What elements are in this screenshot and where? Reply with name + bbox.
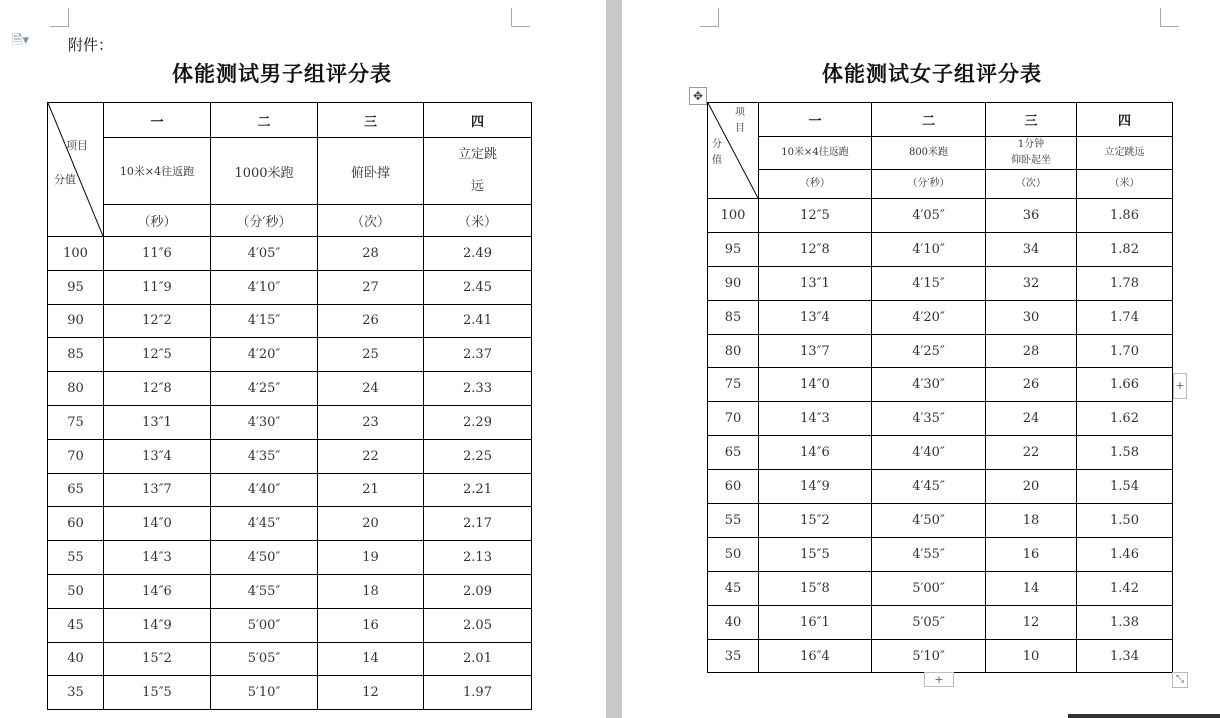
score-cell: 90 [48, 304, 104, 338]
value-cell: 13″4 [759, 300, 872, 334]
diagonal-header-cell [48, 103, 104, 237]
value-cell: 14 [986, 571, 1077, 605]
table-row [48, 372, 532, 406]
col-item: 10米×4往返跑 [759, 137, 872, 170]
col-item-line: 1分钟 [1017, 139, 1045, 150]
table-resize-icon[interactable]: ⤡ [1172, 672, 1188, 688]
value-cell: 2.37 [424, 338, 532, 372]
score-cell: 85 [708, 300, 759, 334]
col-item: 立定跳远 [424, 138, 532, 205]
value-cell: 2.01 [424, 642, 532, 676]
col-unit: （次） [318, 205, 424, 237]
score-cell: 80 [48, 372, 104, 406]
value-cell: 2.45 [424, 270, 532, 304]
value-cell: 5′05″ [211, 642, 318, 676]
margin-corner-mark [511, 8, 530, 27]
score-cell: 50 [48, 574, 104, 608]
value-cell: 4′15″ [872, 266, 986, 300]
table-row [48, 304, 532, 338]
female-score-table [707, 102, 1173, 673]
col-num: 二 [872, 103, 986, 137]
table-row [708, 639, 1173, 673]
col-num: 一 [759, 103, 872, 137]
value-cell: 2.29 [424, 405, 532, 439]
value-cell: 4′25″ [211, 372, 318, 406]
score-cell: 100 [708, 199, 759, 233]
value-cell: 4′40″ [872, 436, 986, 470]
value-cell: 5′10″ [211, 676, 318, 710]
value-cell: 2.25 [424, 439, 532, 473]
value-cell: 4′10″ [211, 270, 318, 304]
value-cell: 2.13 [424, 541, 532, 575]
male-table-title: 体能测试男子组评分表 [172, 62, 392, 86]
value-cell: 16″4 [759, 639, 872, 673]
value-cell: 20 [318, 507, 424, 541]
value-cell: 15″2 [759, 504, 872, 538]
value-cell: 5′00″ [872, 571, 986, 605]
diag-label-score: 分值 [54, 173, 76, 186]
value-cell: 24 [986, 402, 1077, 436]
value-cell: 26 [318, 304, 424, 338]
col-num: 四 [424, 103, 532, 138]
female-table-title: 体能测试女子组评分表 [822, 62, 1042, 86]
value-cell: 22 [986, 436, 1077, 470]
value-cell: 2.33 [424, 372, 532, 406]
value-cell: 1.34 [1077, 639, 1173, 673]
value-cell: 10 [986, 639, 1077, 673]
value-cell: 14″0 [759, 368, 872, 402]
value-cell: 1.38 [1077, 605, 1173, 639]
table-row [48, 608, 532, 642]
value-cell: 4′10″ [872, 232, 986, 266]
margin-corner-mark [1160, 8, 1179, 27]
value-cell: 4′35″ [211, 439, 318, 473]
table-row [708, 368, 1173, 402]
value-cell: 1.82 [1077, 232, 1173, 266]
value-cell: 36 [986, 199, 1077, 233]
value-cell: 4′45″ [872, 470, 986, 504]
col-unit: （米） [1077, 170, 1173, 199]
value-cell: 1.58 [1077, 436, 1173, 470]
score-cell: 75 [48, 405, 104, 439]
col-item: 1000米跑 [211, 138, 318, 205]
table-row [708, 334, 1173, 368]
value-cell: 32 [986, 266, 1077, 300]
score-cell: 70 [48, 439, 104, 473]
value-cell: 2.05 [424, 608, 532, 642]
value-cell: 2.49 [424, 237, 532, 271]
score-cell: 50 [708, 537, 759, 571]
attachment-label: 附件： [68, 36, 114, 54]
value-cell: 4′20″ [211, 338, 318, 372]
score-cell: 40 [48, 642, 104, 676]
margin-corner-mark [700, 8, 719, 27]
col-num: 四 [1077, 103, 1173, 137]
col-item [986, 137, 1077, 170]
value-cell: 30 [986, 300, 1077, 334]
table-row [48, 270, 532, 304]
value-cell: 13″1 [104, 405, 211, 439]
value-cell: 18 [986, 504, 1077, 538]
col-unit: （米） [424, 205, 532, 237]
score-cell: 55 [48, 541, 104, 575]
score-cell: 80 [708, 334, 759, 368]
value-cell: 4′50″ [211, 541, 318, 575]
value-cell: 14″6 [759, 436, 872, 470]
table-row [48, 473, 532, 507]
value-cell: 14″3 [104, 541, 211, 575]
score-cell: 70 [708, 402, 759, 436]
value-cell: 4′50″ [872, 504, 986, 538]
value-cell: 14″6 [104, 574, 211, 608]
score-cell: 100 [48, 237, 104, 271]
value-cell: 4′55″ [872, 537, 986, 571]
add-row-plus-icon[interactable]: + [924, 672, 954, 687]
value-cell: 4′20″ [872, 300, 986, 334]
score-cell: 65 [48, 473, 104, 507]
score-cell: 90 [708, 266, 759, 300]
page-gutter [606, 0, 622, 718]
document-icon[interactable]: 🗎▾ [12, 33, 29, 48]
value-cell: 28 [318, 237, 424, 271]
add-column-plus-icon[interactable]: + [1173, 373, 1187, 399]
value-cell: 18 [318, 574, 424, 608]
page-left [0, 0, 606, 718]
score-cell: 55 [708, 504, 759, 538]
value-cell: 2.21 [424, 473, 532, 507]
value-cell: 12″5 [104, 338, 211, 372]
value-cell: 12 [318, 676, 424, 710]
value-cell: 4′15″ [211, 304, 318, 338]
female-table-body [708, 199, 1173, 673]
score-cell: 65 [708, 436, 759, 470]
value-cell: 1.46 [1077, 537, 1173, 571]
value-cell: 5′10″ [872, 639, 986, 673]
value-cell: 5′00″ [211, 608, 318, 642]
diagonal-header-cell [708, 103, 759, 199]
value-cell: 4′55″ [211, 574, 318, 608]
value-cell: 16″1 [759, 605, 872, 639]
value-cell: 15″2 [104, 642, 211, 676]
value-cell: 2.17 [424, 507, 532, 541]
diag-label-score: 分值 [712, 139, 722, 166]
score-cell: 75 [708, 368, 759, 402]
value-cell: 27 [318, 270, 424, 304]
score-cell: 45 [48, 608, 104, 642]
value-cell: 1.62 [1077, 402, 1173, 436]
table-row [48, 676, 532, 710]
score-cell: 95 [708, 232, 759, 266]
col-unit: （秒） [104, 205, 211, 237]
value-cell: 19 [318, 541, 424, 575]
col-num: 三 [318, 103, 424, 138]
table-row [48, 439, 532, 473]
value-cell: 4′25″ [872, 334, 986, 368]
value-cell: 1.70 [1077, 334, 1173, 368]
value-cell: 23 [318, 405, 424, 439]
value-cell: 13″7 [759, 334, 872, 368]
table-row [48, 237, 532, 271]
value-cell: 12 [986, 605, 1077, 639]
col-item-line: 仰卧起坐 [1011, 155, 1051, 166]
value-cell: 12″8 [104, 372, 211, 406]
value-cell: 1.66 [1077, 368, 1173, 402]
diag-label-item: 项目 [735, 107, 745, 134]
value-cell: 14″9 [104, 608, 211, 642]
score-cell: 35 [708, 639, 759, 673]
col-num: 三 [986, 103, 1077, 137]
value-cell: 14″0 [104, 507, 211, 541]
male-table-body [48, 237, 532, 710]
value-cell: 12″8 [759, 232, 872, 266]
value-cell: 2.09 [424, 574, 532, 608]
value-cell: 12″2 [104, 304, 211, 338]
col-item: 俯卧撑 [318, 138, 424, 205]
value-cell: 4′05″ [211, 237, 318, 271]
table-row [48, 541, 532, 575]
value-cell: 11″6 [104, 237, 211, 271]
value-cell: 15″5 [759, 537, 872, 571]
male-score-table [47, 102, 532, 710]
value-cell: 28 [986, 334, 1077, 368]
value-cell: 14″9 [759, 470, 872, 504]
value-cell: 16 [318, 608, 424, 642]
col-unit: （分′秒） [872, 170, 986, 199]
col-item: 800米跑 [872, 137, 986, 170]
col-item: 立定跳远 [1077, 137, 1173, 170]
value-cell: 22 [318, 439, 424, 473]
value-cell: 1.78 [1077, 266, 1173, 300]
value-cell: 1.97 [424, 676, 532, 710]
table-row [708, 199, 1173, 233]
value-cell: 15″8 [759, 571, 872, 605]
value-cell: 14″3 [759, 402, 872, 436]
score-cell: 45 [708, 571, 759, 605]
col-unit: （次） [986, 170, 1077, 199]
table-row [708, 436, 1173, 470]
score-cell: 85 [48, 338, 104, 372]
value-cell: 15″5 [104, 676, 211, 710]
value-cell: 1.50 [1077, 504, 1173, 538]
col-num: 一 [104, 103, 211, 138]
value-cell: 25 [318, 338, 424, 372]
table-row [48, 642, 532, 676]
value-cell: 34 [986, 232, 1077, 266]
status-strip [1068, 714, 1220, 718]
diag-label-item: 项目 [66, 139, 88, 152]
table-row [48, 574, 532, 608]
table-row [708, 266, 1173, 300]
value-cell: 4′35″ [872, 402, 986, 436]
table-row [708, 402, 1173, 436]
value-cell: 5′05″ [872, 605, 986, 639]
table-row [708, 232, 1173, 266]
value-cell: 26 [986, 368, 1077, 402]
table-move-handle-icon[interactable]: ✥ [689, 87, 707, 105]
value-cell: 21 [318, 473, 424, 507]
value-cell: 14 [318, 642, 424, 676]
value-cell: 12″5 [759, 199, 872, 233]
table-row [708, 571, 1173, 605]
col-unit: （分′秒） [211, 205, 318, 237]
value-cell: 4′05″ [872, 199, 986, 233]
value-cell: 4′30″ [872, 368, 986, 402]
value-cell: 11″9 [104, 270, 211, 304]
value-cell: 13″1 [759, 266, 872, 300]
col-unit: （秒） [759, 170, 872, 199]
score-cell: 60 [708, 470, 759, 504]
col-item: 10米×4往返跑 [104, 138, 211, 205]
value-cell: 13″4 [104, 439, 211, 473]
margin-corner-mark [50, 8, 69, 27]
score-cell: 60 [48, 507, 104, 541]
value-cell: 1.86 [1077, 199, 1173, 233]
table-row [708, 504, 1173, 538]
score-cell: 40 [708, 605, 759, 639]
value-cell: 4′45″ [211, 507, 318, 541]
value-cell: 4′40″ [211, 473, 318, 507]
value-cell: 1.42 [1077, 571, 1173, 605]
value-cell: 24 [318, 372, 424, 406]
value-cell: 16 [986, 537, 1077, 571]
value-cell: 1.54 [1077, 470, 1173, 504]
table-row [708, 605, 1173, 639]
value-cell: 2.41 [424, 304, 532, 338]
score-cell: 95 [48, 270, 104, 304]
table-row [708, 300, 1173, 334]
table-row [708, 537, 1173, 571]
value-cell: 13″7 [104, 473, 211, 507]
score-cell: 35 [48, 676, 104, 710]
value-cell: 1.74 [1077, 300, 1173, 334]
value-cell: 20 [986, 470, 1077, 504]
table-row [48, 338, 532, 372]
table-row [708, 470, 1173, 504]
table-row [48, 405, 532, 439]
value-cell: 4′30″ [211, 405, 318, 439]
table-row [48, 507, 532, 541]
col-num: 二 [211, 103, 318, 138]
